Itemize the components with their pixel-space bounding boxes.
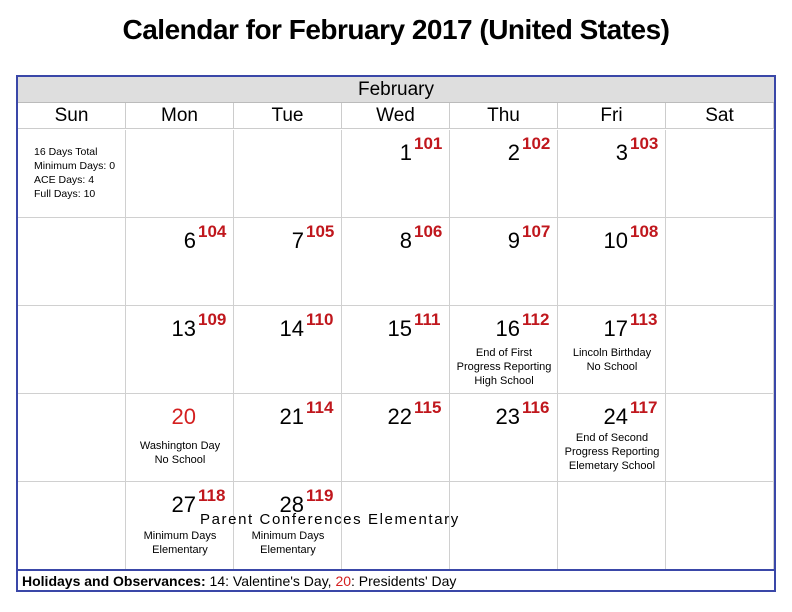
overlay-note: Parent Conferences Elementary (200, 511, 460, 528)
footer-holiday-day: 20 (335, 573, 352, 589)
day-code: 106 (414, 222, 443, 241)
day-number: 7 (291, 228, 304, 253)
event-text: No School (154, 454, 206, 466)
footer-day: 14 (209, 573, 226, 589)
page-title: Calendar for February 2017 (United States) (122, 14, 670, 45)
calendar-cell (18, 306, 126, 394)
day-code: 103 (630, 134, 659, 153)
day-code: 119 (306, 486, 334, 505)
day-code: 104 (198, 222, 227, 241)
holidays-footer (18, 569, 774, 590)
event-text: Minimum Days (251, 530, 325, 542)
day-number: 9 (507, 228, 520, 253)
day-code: 105 (306, 222, 335, 241)
day-number: 3 (615, 140, 628, 165)
event-text: Elementary (152, 544, 208, 556)
day-number: 15 (387, 316, 412, 341)
weekday-header: Tue (234, 103, 342, 129)
event-text: End of Second (575, 432, 649, 444)
day-code: 101 (414, 134, 443, 153)
event-text: High School (474, 375, 534, 387)
event-text: Lincoln Birthday (572, 347, 652, 359)
day-number: 10 (603, 228, 628, 253)
day-code: 110 (306, 310, 334, 329)
calendar-cell (666, 218, 774, 306)
summary-line: Minimum Days: 0 (34, 160, 116, 172)
calendar-cell (666, 306, 774, 394)
summary-line: 16 Days Total (34, 146, 98, 158)
weekday-header: Mon (126, 103, 234, 129)
weekday-header: Sat (666, 103, 774, 129)
day-number: 24 (603, 404, 628, 429)
day-number: 16 (495, 316, 520, 341)
day-code: 107 (522, 222, 551, 241)
day-number: 28 (279, 492, 304, 517)
event-text: Minimum Days (143, 530, 217, 542)
day-code: 118 (198, 486, 226, 505)
calendar-grid (16, 75, 776, 592)
calendar-cell (450, 482, 558, 570)
event-text: Washington Day (139, 440, 221, 452)
calendar-cell (126, 130, 234, 218)
summary-block (34, 145, 115, 201)
footer-label: Holidays and Observances: (22, 573, 206, 589)
day-number: 22 (387, 404, 412, 429)
day-number: 17 (603, 316, 628, 341)
day-code: 116 (522, 398, 550, 417)
day-code: 114 (306, 398, 334, 417)
day-number: 2 (507, 140, 520, 165)
summary-line: ACE Days: 4 (34, 174, 95, 186)
event-text: End of First (475, 347, 533, 359)
month-header: February (18, 77, 774, 103)
calendar-cell (18, 218, 126, 306)
weekday-header: Wed (342, 103, 450, 129)
day-code: 112 (522, 310, 550, 329)
event-text: Elementary (260, 544, 316, 556)
event-text: Elemetary School (568, 460, 656, 472)
day-number: 8 (399, 228, 412, 253)
day-number: 21 (279, 404, 304, 429)
calendar-cell (234, 130, 342, 218)
calendar-cell (18, 394, 126, 482)
day-number: 13 (171, 316, 196, 341)
weekday-header: Thu (450, 103, 558, 129)
weekday-header: Sun (18, 103, 126, 129)
calendar-cell (666, 394, 774, 482)
event-text: Progress Reporting (564, 446, 660, 458)
event-text: Progress Reporting (456, 361, 552, 373)
day-code: 109 (198, 310, 227, 329)
day-code: 108 (630, 222, 659, 241)
day-code: 111 (414, 310, 441, 329)
footer-text: : Valentine's Day, (225, 573, 336, 589)
summary-line: Full Days: 10 (34, 188, 96, 200)
day-code: 115 (414, 398, 442, 417)
event-text: No School (586, 361, 638, 373)
calendar-cell (666, 482, 774, 570)
day-code: 113 (630, 310, 658, 329)
day-number: 6 (183, 228, 196, 253)
day-number: 27 (171, 492, 196, 517)
day-code: 102 (522, 134, 551, 153)
footer-text: : Presidents' Day (351, 573, 457, 589)
day-number: 23 (495, 404, 520, 429)
calendar-cell (18, 482, 126, 570)
day-number: 14 (279, 316, 304, 341)
calendar-cell (666, 130, 774, 218)
calendar-cell (558, 482, 666, 570)
day-code: 117 (630, 398, 658, 417)
day-number: 1 (399, 140, 412, 165)
weekday-header: Fri (558, 103, 666, 129)
day-number: 20 (171, 404, 196, 429)
